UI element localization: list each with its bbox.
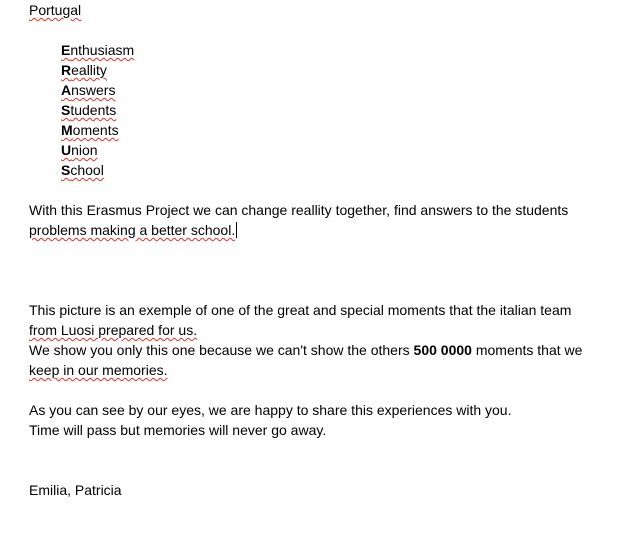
acrostic-line-6: Union: [61, 142, 98, 158]
acrostic-line-4: Students: [61, 102, 117, 118]
acrostic-line-1: Enthusiasm: [61, 42, 135, 58]
paragraph-1-line-1: With this Erasmus Project we can change reallity together, find answers to the students: [29, 202, 569, 218]
paragraph-3-line-2: Time will pass but memories will never go away.: [29, 422, 327, 438]
paragraph-3-line-1: As you can see by our eyes, we are happy to share this experiences with you.: [29, 402, 512, 418]
bold-number: 500 0000: [413, 342, 472, 358]
document-body[interactable]: [29, 0, 629, 500]
paragraph-2-line-2: from Luosi prepared for us.: [29, 322, 198, 338]
acrostic-line-2: Reallity: [61, 62, 107, 78]
heading: Portugal: [29, 2, 82, 18]
signature: Emilia, Patricia: [29, 482, 122, 498]
acrostic-line-5: Moments: [61, 122, 119, 138]
paragraph-2-line-3: We show you only this one because we can't show the others 500 0000 moments that we: [29, 342, 583, 358]
acrostic-line-7: School: [61, 162, 104, 178]
paragraph-2-line-1: This picture is an exemple of one of the great and special moments that the italian team: [29, 302, 572, 318]
paragraph-2-line-4: keep in our memories.: [29, 362, 168, 378]
acrostic-line-3: Answers: [61, 82, 116, 98]
text-cursor: [236, 222, 237, 238]
paragraph-1-line-2: problems making a better school.: [29, 222, 236, 238]
